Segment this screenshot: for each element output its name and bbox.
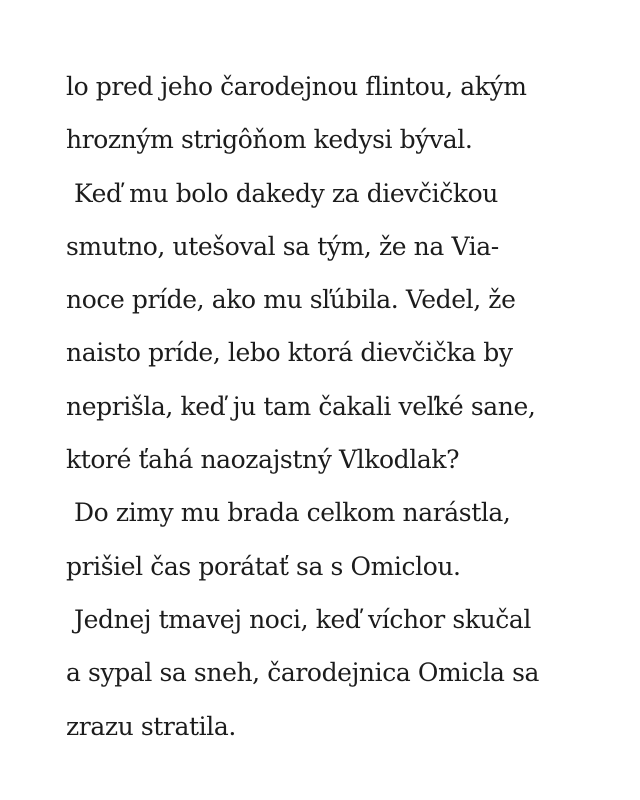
text-line: naisto príde, lebo ktorá dievčička by: [66, 338, 513, 368]
text-line: hrozným strigôňom kedysi býval.: [66, 125, 473, 155]
text-line: ktoré ťahá naozajstný Vlkodlak?: [66, 445, 460, 475]
page-text: [66, 60, 626, 753]
text-line: prišiel čas porátať sa s Omiclou.: [66, 551, 461, 581]
text-line: noce príde, ako mu sľúbila. Vedel, že: [66, 285, 516, 315]
text-line: Do zimy mu brada celkom narástla,: [74, 498, 511, 528]
text-line: a sypal sa sneh, čarodejnica Omicla sa: [66, 658, 540, 688]
text-line: Jednej tmavej noci, keď víchor skučal: [74, 604, 531, 634]
text-line: smutno, utešoval sa tým, že na Via-: [66, 231, 499, 261]
text-line: neprišla, keď ju tam čakali veľké sane,: [66, 391, 536, 421]
text-line: Keď mu bolo dakedy za dievčičkou: [74, 178, 498, 208]
text-line: lo pred jeho čarodejnou flintou, akým: [66, 72, 527, 101]
text-line: zrazu stratila.: [66, 711, 236, 741]
